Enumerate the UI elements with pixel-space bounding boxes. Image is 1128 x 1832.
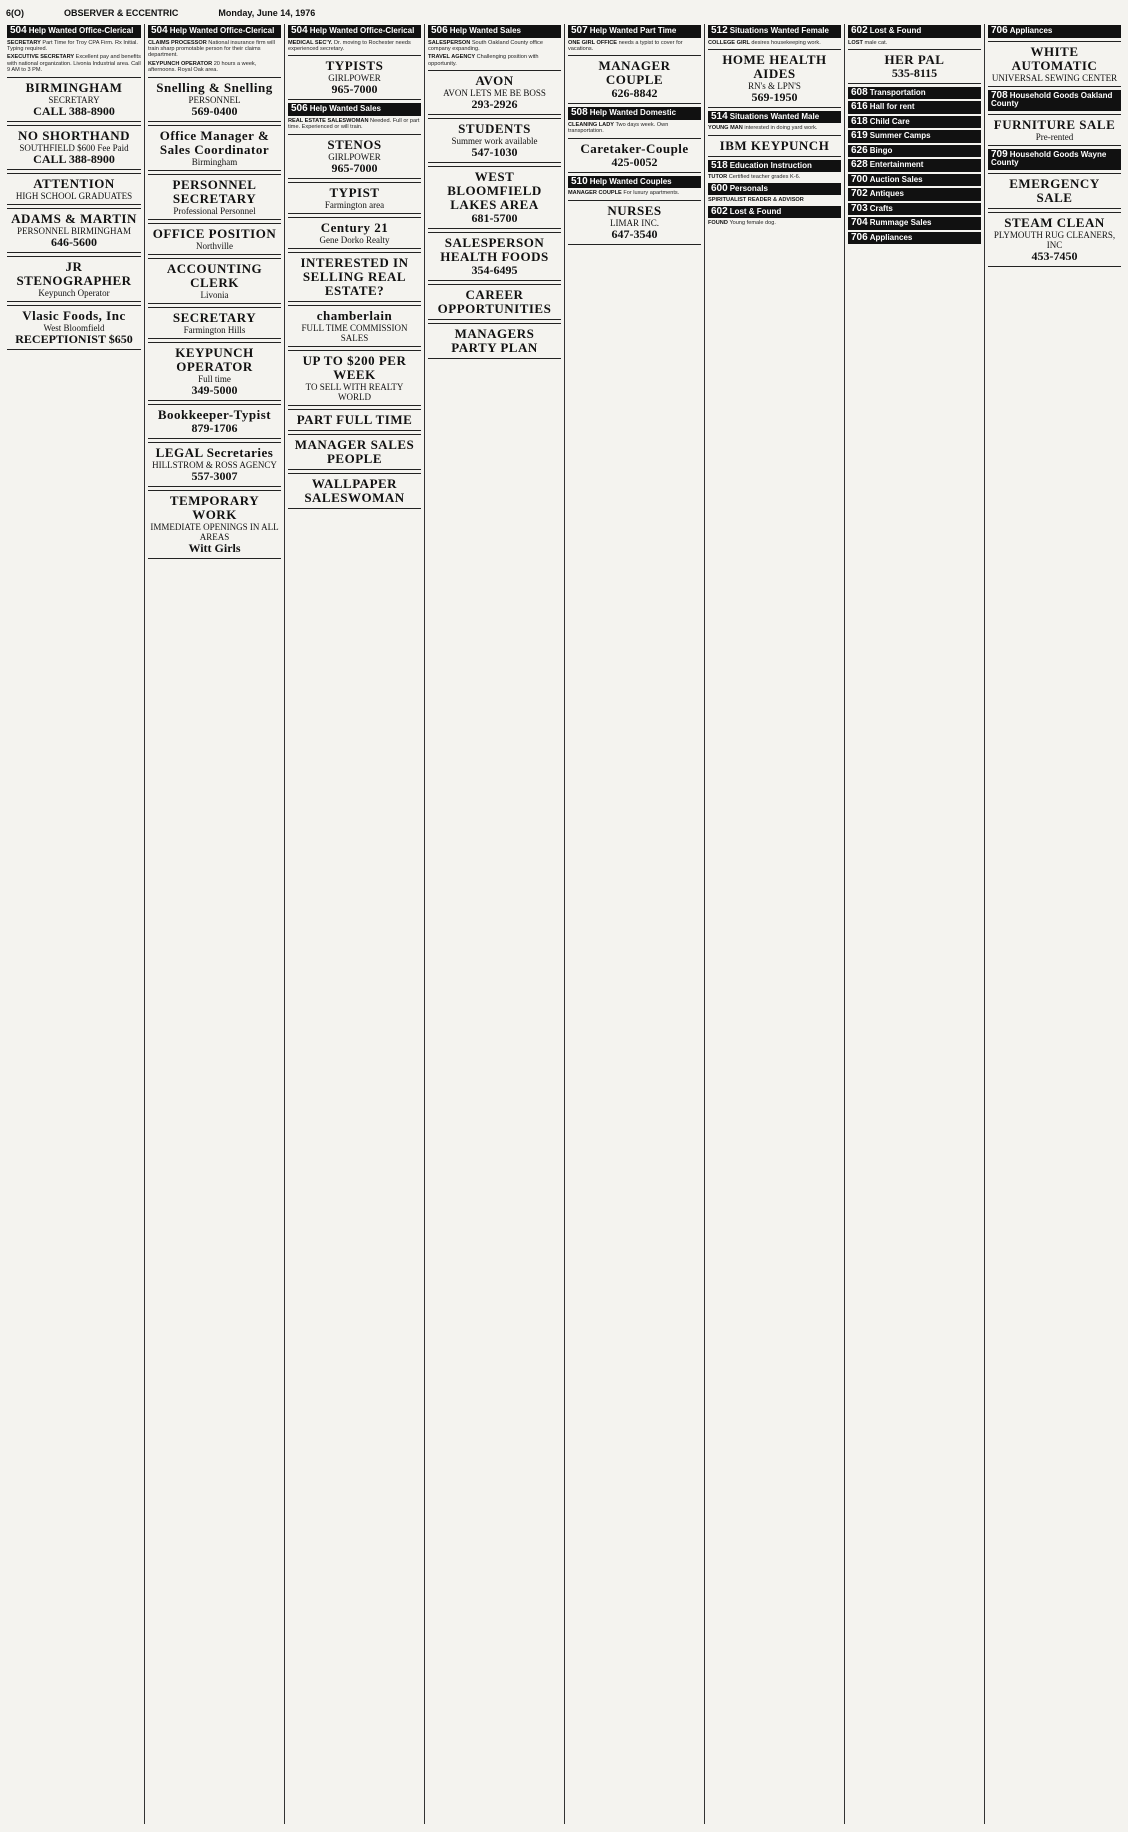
column-6 [704, 24, 844, 1824]
ad-body: South Oakland County office company expanding. [428, 39, 543, 52]
section-header [848, 87, 981, 100]
display-ad [428, 323, 561, 359]
section-title: Auction Sales [869, 174, 923, 184]
display-ad-headline: NO SHORTHAND [17, 127, 131, 143]
section-header [848, 130, 981, 143]
display-ad-headline: OFFICE POSITION [152, 225, 277, 241]
display-ad [428, 118, 561, 163]
section-title: Rummage Sales [869, 218, 932, 228]
section-title: Household Goods Oakland County [991, 90, 1113, 108]
display-ad [428, 166, 561, 229]
section-title: Situations Wanted Male [729, 111, 820, 121]
ad-body: interested in doing yard work. [744, 125, 818, 132]
classified-ad [288, 118, 421, 131]
section-header [848, 145, 981, 158]
display-ad-phone: CALL 388-8900 [33, 151, 115, 166]
display-ad [848, 49, 981, 84]
display-ad-subhead: Full time [198, 373, 231, 384]
display-ad [288, 134, 421, 179]
section-header [708, 183, 841, 196]
display-ad [288, 434, 421, 470]
display-ad-phone: CALL 388-8900 [33, 103, 115, 118]
section-header [988, 149, 1121, 170]
column-5 [564, 24, 704, 1824]
display-ad [148, 125, 281, 171]
section-title: Transportation [869, 87, 926, 97]
display-ad-headline: HER PAL [884, 51, 945, 67]
section-header [848, 188, 981, 201]
display-ad-headline: chamberlain [316, 307, 393, 323]
ad-body: Needed. Full or part time. Experienced or will train. [288, 117, 420, 131]
display-ad-headline: WALLPAPER SALESWOMAN [304, 475, 405, 505]
display-ad-headline: WHITE AUTOMATIC [1011, 43, 1098, 73]
section-title: Lost & Found [729, 206, 782, 216]
display-ad-subhead: HIGH SCHOOL GRADUATES [15, 190, 133, 201]
classified-ad [428, 40, 561, 53]
section-title: Help Wanted Couples [589, 176, 672, 186]
section-title: Help Wanted Office-Clerical [28, 26, 134, 35]
section-number: 504 [10, 25, 27, 36]
display-ad-headline: STUDENTS [458, 121, 531, 137]
display-ad-subhead: PERSONNEL BIRMINGHAM [17, 225, 131, 236]
column-1 [4, 24, 144, 1824]
classified-ad [148, 40, 281, 59]
display-ad-headline: NURSES [607, 202, 662, 218]
section-number: 619 [851, 130, 868, 142]
display-ad [148, 77, 281, 122]
display-ad-headline: Bookkeeper-Typist [157, 406, 272, 422]
section-number: 510 [571, 175, 588, 187]
ad-body: Two days week. Own transportation. [568, 121, 669, 135]
display-ad-subhead: RN's & LPN'S [748, 80, 801, 91]
classified-ad [708, 125, 841, 131]
section-number: 626 [851, 144, 868, 156]
classified-ad [7, 40, 141, 53]
section-number: 628 [851, 159, 868, 171]
display-ad [288, 252, 421, 302]
section-header [7, 25, 141, 38]
ad-body: Certified teacher grades K-6. [728, 174, 801, 181]
ad-title: YOUNG MAN [708, 125, 745, 132]
ad-title: COLLEGE GIRL [708, 39, 752, 46]
ad-body: needs a typist to cover for vacations. [568, 39, 683, 52]
display-ad-headline: SALESPERSON HEALTH FOODS [440, 235, 549, 265]
display-ad-headline: Office Manager & Sales Coordinator [159, 127, 270, 157]
ad-title: TUTOR [708, 174, 729, 181]
display-ad-phone: 626-8842 [611, 86, 658, 101]
display-ad [148, 174, 281, 220]
display-ad-headline: CAREER OPPORTUNITIES [437, 287, 552, 317]
display-ad [148, 307, 281, 339]
section-number: 706 [991, 25, 1008, 36]
ad-body: Young female dog. [729, 220, 776, 227]
section-title: Summer Camps [869, 131, 931, 141]
section-title: Help Wanted Domestic [589, 108, 677, 118]
ad-body: male cat. [864, 39, 888, 46]
display-ad [148, 258, 281, 304]
display-ad-subhead: PLYMOUTH RUG CLEANERS, INC [993, 229, 1116, 250]
classified-ad [848, 40, 981, 46]
section-title: Hall for rent [869, 102, 915, 112]
display-ad-headline: KEYPUNCH OPERATOR [175, 344, 254, 374]
display-ad [288, 473, 421, 509]
section-number: 506 [431, 25, 448, 36]
section-title: Education Instruction [729, 160, 812, 170]
display-ad-phone: 569-0400 [191, 103, 238, 118]
display-ad-headline: ATTENTION [33, 175, 115, 191]
classified-ad [708, 197, 841, 203]
section-number: 508 [571, 107, 588, 119]
issue-date: Monday, June 14, 1976 [218, 8, 316, 18]
display-ad-phone: 535-8115 [891, 65, 938, 80]
display-ad-headline: HOME HEALTH AIDES [722, 51, 827, 81]
section-title: Entertainment [869, 160, 924, 170]
ad-body: Dr. moving to Rochester needs experienced secretary. [288, 39, 411, 52]
display-ad [988, 212, 1121, 267]
classified-ad [428, 54, 561, 67]
section-header [708, 206, 841, 219]
display-ad-subhead: Birmingham [191, 156, 238, 167]
section-title: Appliances [1009, 26, 1053, 35]
section-number: 608 [851, 86, 868, 98]
column-7 [844, 24, 984, 1824]
classified-ad [708, 174, 841, 180]
display-ad-subhead: Keypunch Operator [38, 287, 110, 298]
section-number: 602 [711, 205, 728, 217]
display-ad [428, 284, 561, 320]
display-ad [7, 125, 141, 170]
display-ad-subhead: Farmington area [324, 199, 385, 210]
section-number: 600 [711, 182, 728, 194]
display-ad-phone: 965-7000 [331, 82, 378, 97]
display-ad [7, 256, 141, 302]
display-ad-subhead: TO SELL WITH REALTY WORLD [305, 381, 404, 402]
classified-ad [708, 220, 841, 226]
section-header [848, 232, 981, 245]
ad-title: SECRETARY [7, 39, 43, 46]
display-ad-headline: FURNITURE SALE [993, 116, 1116, 132]
display-ad-headline: INTERESTED IN SELLING REAL ESTATE? [300, 254, 409, 298]
ad-title: SPIRITUALIST READER & ADVISOR [708, 197, 804, 204]
page-number: 6(O) [6, 8, 24, 18]
display-ad-subhead: PERSONNEL [188, 94, 241, 105]
section-title: Child Care [869, 116, 910, 126]
display-ad-headline: IBM KEYPUNCH [719, 137, 830, 153]
display-ad-subhead: Livonia [200, 289, 229, 300]
display-ad-headline: EMERGENCY SALE [1009, 175, 1100, 205]
classified-ad [568, 190, 701, 196]
column-8 [984, 24, 1124, 1824]
display-ad-phone: RECEPTIONIST $650 [15, 331, 133, 346]
section-title: Antiques [869, 189, 904, 199]
column-4 [424, 24, 564, 1824]
section-number: 506 [291, 103, 308, 115]
ad-title: MEDICAL SEC'Y. [288, 39, 334, 46]
section-header [288, 25, 421, 38]
display-ad-phone: 293-2926 [471, 97, 518, 112]
classified-ad [148, 61, 281, 74]
display-ad-headline: BIRMINGHAM [25, 79, 123, 95]
section-title: Crafts [869, 203, 893, 213]
display-ad-subhead: Gene Dorko Realty [319, 234, 390, 245]
display-ad-phone: 879-1706 [191, 420, 238, 435]
section-header [848, 101, 981, 114]
display-ad-phone: 569-1950 [751, 89, 798, 104]
display-ad [288, 182, 421, 214]
display-ad [148, 442, 281, 487]
display-ad [988, 41, 1121, 87]
display-ad-subhead: SOUTHFIELD $600 Fee Paid [19, 142, 129, 153]
display-ad [288, 305, 421, 347]
section-title: Help Wanted Office-Clerical [309, 26, 415, 35]
ad-title: FOUND [708, 220, 730, 227]
classified-ad [568, 122, 701, 135]
section-title: Help Wanted Sales [449, 26, 521, 35]
section-number: 512 [711, 25, 728, 36]
display-ad [7, 208, 141, 253]
display-ad [148, 223, 281, 255]
display-ad [708, 135, 841, 157]
section-number: 518 [711, 159, 728, 171]
section-header [848, 217, 981, 230]
display-ad-headline: TYPISTS [325, 58, 384, 74]
ad-title: EXECUTIVE SECRETARY [7, 54, 76, 61]
display-ad-subhead: SECRETARY [48, 94, 100, 105]
section-header [848, 25, 981, 38]
display-ad [568, 200, 701, 245]
ad-body: desires housekeeping work. [751, 39, 821, 46]
display-ad-headline: TEMPORARY WORK [169, 492, 260, 522]
display-ad-headline: PERSONNEL SECRETARY [172, 176, 257, 206]
section-title: Household Goods Wayne County [991, 149, 1107, 167]
ad-body: Excellent pay and benefits with national organization. Livonia Industrial area. Call 9 AM to 3 PM. [7, 54, 141, 74]
ad-title: CLAIMS PROCESSOR [148, 39, 209, 46]
section-header [848, 203, 981, 216]
section-header [288, 103, 421, 116]
display-ad [148, 404, 281, 439]
section-number: 708 [991, 89, 1008, 101]
display-ad-phone: 647-3540 [611, 226, 658, 241]
display-ad-headline: LEGAL Secretaries [155, 444, 274, 460]
ad-title: LOST [848, 39, 865, 46]
display-ad-subhead: West Bloomfield [43, 322, 105, 333]
display-ad-headline: PART FULL TIME [296, 411, 413, 427]
section-number: 702 [851, 188, 868, 200]
section-title: Lost & Found [869, 26, 922, 35]
section-title: Help Wanted Part Time [589, 26, 677, 35]
display-ad-headline: UP TO $200 PER WEEK [302, 352, 407, 382]
section-header [988, 90, 1121, 111]
display-ad [568, 55, 701, 104]
classified-columns [4, 24, 1124, 1824]
ad-body: For luxury apartments. [623, 190, 680, 197]
display-ad-headline: Caretaker-Couple [580, 140, 689, 156]
section-title: Bingo [869, 145, 893, 155]
section-header [568, 107, 701, 120]
classified-ad [288, 40, 421, 53]
display-ad-headline: Vlasic Foods, Inc [22, 307, 126, 323]
section-number: 706 [851, 231, 868, 243]
display-ad-phone: 646-5600 [51, 234, 97, 249]
display-ad-headline: ACCOUNTING CLERK [166, 260, 263, 290]
display-ad-headline: Century 21 [320, 219, 389, 235]
display-ad-subhead: GIRLPOWER [328, 73, 381, 84]
display-ad-headline: WEST BLOOMFIELD LAKES AREA [447, 169, 542, 213]
section-title: Personals [729, 183, 768, 193]
column-2 [144, 24, 284, 1824]
ad-title: SALESPERSON [428, 39, 472, 46]
display-ad-phone: 453-7450 [1031, 248, 1078, 263]
display-ad-headline: Snelling & Snelling [156, 79, 273, 95]
section-header [568, 176, 701, 189]
display-ad-subhead: IMMEDIATE OPENINGS IN ALL AREAS [150, 521, 279, 542]
classified-ad [7, 54, 141, 73]
section-title: Help Wanted Sales [309, 104, 381, 114]
section-number: 709 [991, 148, 1008, 160]
ad-body: Challenging position with opportunity. [428, 54, 539, 67]
display-ad [708, 49, 841, 108]
display-ad-phone: Witt Girls [188, 540, 241, 555]
ad-body: National insurance firm will train sharp promotable person for their claims department. [148, 39, 275, 59]
section-number: 700 [851, 173, 868, 185]
display-ad [7, 77, 141, 122]
display-ad-subhead: LIMAR INC. [610, 217, 659, 228]
display-ad-headline: MANAGERS PARTY PLAN [451, 326, 538, 356]
display-ad-headline: MANAGER COUPLE [598, 58, 671, 88]
section-number: 504 [291, 25, 308, 36]
display-ad [288, 55, 421, 100]
display-ad-phone: 681-5700 [471, 211, 518, 226]
section-header [148, 25, 281, 38]
section-number: 504 [151, 25, 168, 36]
section-number: 514 [711, 110, 728, 122]
display-ad [988, 114, 1121, 146]
masthead [6, 6, 1122, 20]
column-3 [284, 24, 424, 1824]
display-ad-subhead: FULL TIME COMMISSION SALES [301, 322, 408, 343]
section-title: Situations Wanted Female [729, 26, 829, 35]
display-ad-phone: 425-0052 [611, 154, 658, 169]
display-ad [288, 409, 421, 431]
display-ad-subhead: HILLSTROM & ROSS AGENCY [152, 459, 277, 470]
display-ad-headline: SECRETARY [172, 309, 257, 325]
display-ad-headline: JR STENOGRAPHER [16, 258, 132, 288]
display-ad [288, 217, 421, 249]
ad-title: KEYPUNCH OPERATOR [148, 60, 214, 67]
display-ad-subhead: GIRLPOWER [328, 151, 381, 162]
ad-title: CLEANING LADY [568, 121, 616, 128]
section-header [428, 25, 561, 38]
display-ad-phone: 965-7000 [331, 160, 378, 175]
display-ad-phone: 354-6495 [471, 263, 518, 278]
section-header [708, 111, 841, 124]
section-number: 704 [851, 217, 868, 229]
display-ad-subhead: Farmington Hills [183, 324, 246, 335]
ad-title: REAL ESTATE SALESWOMAN [288, 117, 371, 124]
display-ad-subhead: Northville [196, 240, 233, 251]
display-ad-headline: AVON [475, 73, 514, 89]
display-ad [428, 70, 561, 115]
section-title: Appliances [869, 232, 913, 242]
display-ad-headline: TYPIST [329, 184, 380, 200]
display-ad-phone: 349-5000 [191, 382, 238, 397]
ad-body: Part Time for Troy CPA Firm. Rx Initial. Typing required. [7, 39, 138, 52]
section-number: 616 [851, 101, 868, 113]
section-number: 703 [851, 202, 868, 214]
ad-title: ONE GIRL OFFICE [568, 39, 619, 46]
display-ad [988, 173, 1121, 209]
section-number: 507 [571, 25, 588, 36]
display-ad-subhead: Pre-rented [1035, 131, 1074, 142]
section-header [708, 25, 841, 38]
ad-title: MANAGER COUPLE [568, 190, 624, 197]
classified-ad [568, 40, 701, 53]
ad-body: 20 hours a week, afternoons. Royal Oak area. [148, 60, 257, 74]
section-number: 602 [851, 25, 868, 36]
section-header [988, 25, 1121, 38]
display-ad-phone: 547-1030 [471, 145, 518, 160]
display-ad [7, 305, 141, 350]
section-header [568, 25, 701, 38]
display-ad [568, 138, 701, 173]
section-header [848, 174, 981, 187]
display-ad [7, 173, 141, 205]
display-ad-headline: STENOS [327, 136, 382, 152]
classified-ad [708, 40, 841, 46]
section-header [848, 159, 981, 172]
section-header [848, 116, 981, 129]
display-ad-headline: MANAGER SALES PEOPLE [294, 436, 415, 466]
display-ad-headline: ADAMS & MARTIN [11, 210, 137, 226]
paper-name: OBSERVER & ECCENTRIC [64, 8, 179, 18]
section-title: Help Wanted Office-Clerical [169, 26, 275, 35]
display-ad-phone: 557-3007 [191, 468, 238, 483]
ad-title: TRAVEL AGENCY [428, 54, 477, 61]
display-ad-subhead: Professional Personnel [173, 205, 256, 216]
section-header [708, 160, 841, 173]
display-ad-subhead: AVON LETS ME BE BOSS [443, 88, 546, 99]
display-ad-subhead: Summer work available [451, 136, 538, 147]
display-ad-headline: STEAM CLEAN [1004, 214, 1105, 230]
display-ad [288, 350, 421, 406]
display-ad-subhead: UNIVERSAL SEWING CENTER [991, 72, 1118, 83]
display-ad [148, 342, 281, 401]
display-ad [428, 232, 561, 281]
section-number: 618 [851, 115, 868, 127]
display-ad [148, 490, 281, 559]
